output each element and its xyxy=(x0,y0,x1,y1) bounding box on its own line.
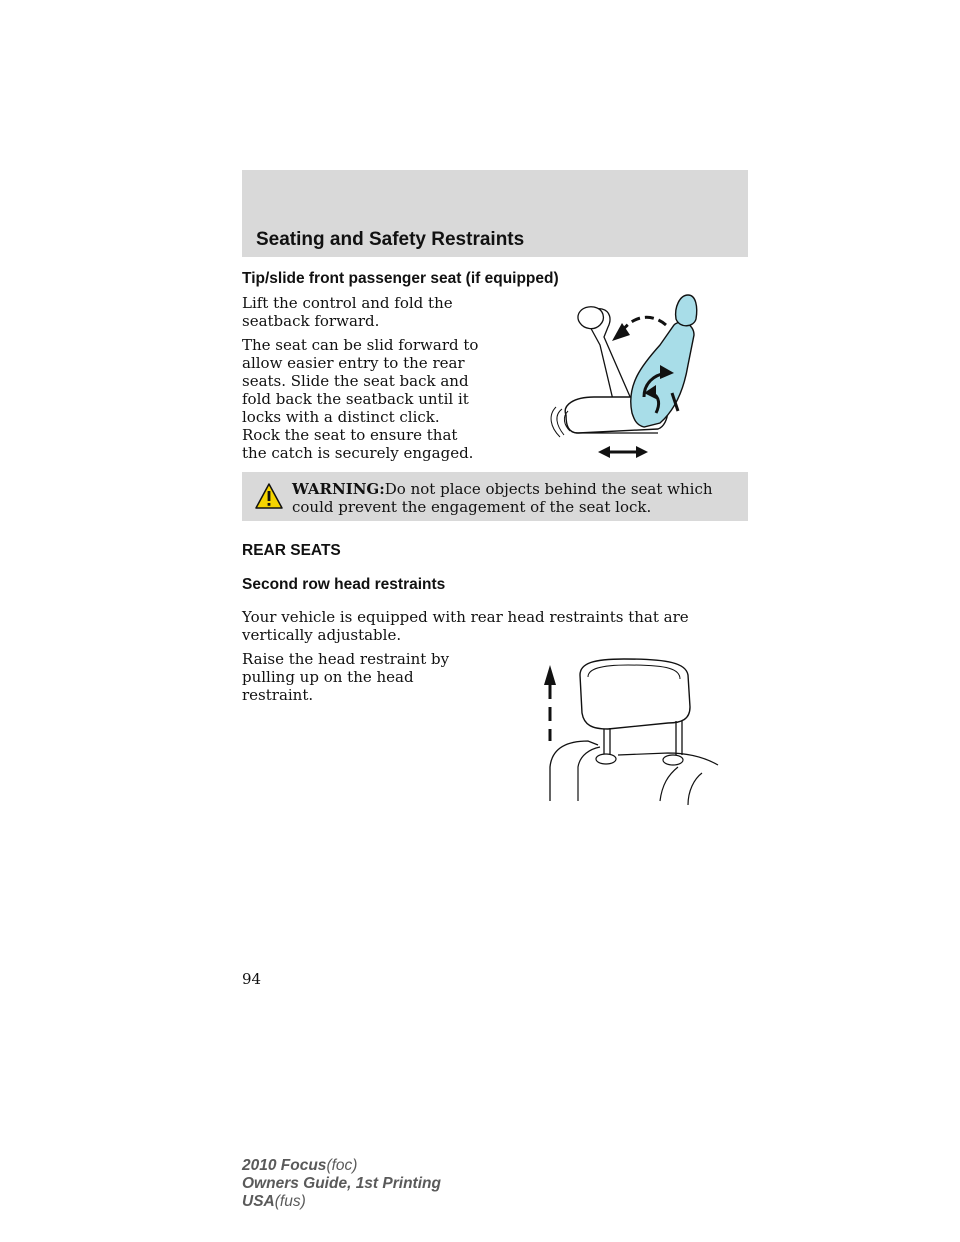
heading-rear-seats: REAR SEATS xyxy=(242,542,341,559)
footer-model-code: (foc) xyxy=(326,1157,358,1174)
seat-fold-illustration xyxy=(548,285,748,465)
footer-market: USA xyxy=(242,1193,275,1210)
section-title: Seating and Safety Restraints xyxy=(256,229,525,250)
paragraph-slide-seat: The seat can be slid forward to allow easier entry to the rear seats. Slide the seat back and fold back the seatback until it locks with a distinct click. Rock the seat to ensure that the catch is securely engaged. xyxy=(242,336,479,462)
warning-text xyxy=(292,480,737,516)
section-header-band xyxy=(242,170,748,257)
page-number: 94 xyxy=(242,970,262,988)
ghost-headrest xyxy=(578,307,603,329)
paragraph-rear-head-restraints: Your vehicle is equipped with rear head restraints that are vertically adjustable. xyxy=(242,608,689,644)
paragraph-lift-control: Lift the control and fold the seatback forward. xyxy=(242,294,453,330)
warning-box xyxy=(242,472,748,521)
heading-tip-slide-seat: Tip/slide front passenger seat (if equipped) xyxy=(242,270,559,287)
headrest-upright xyxy=(676,295,697,326)
post-guide-right xyxy=(663,755,683,765)
footer-guide-edition: Owners Guide, 1st Printing xyxy=(242,1175,441,1192)
warning-triangle-icon xyxy=(254,482,284,510)
head-restraint-illustration xyxy=(528,655,728,805)
fold-arrow-icon xyxy=(622,317,666,331)
paragraph-raise-head-restraint: Raise the head restraint by pulling up on the head restraint. xyxy=(242,650,450,704)
warning-message: Do not place objects behind the seat which could prevent the engagement of the seat lock. xyxy=(292,480,713,516)
post-guide-left xyxy=(596,754,616,764)
footer-market-code: (fus) xyxy=(274,1193,306,1210)
heading-second-row-head-restraints: Second row head restraints xyxy=(242,576,446,593)
footer-model: 2010 Focus xyxy=(242,1157,327,1174)
document-footer xyxy=(242,1157,441,1211)
warning-label: WARNING: xyxy=(292,480,385,498)
